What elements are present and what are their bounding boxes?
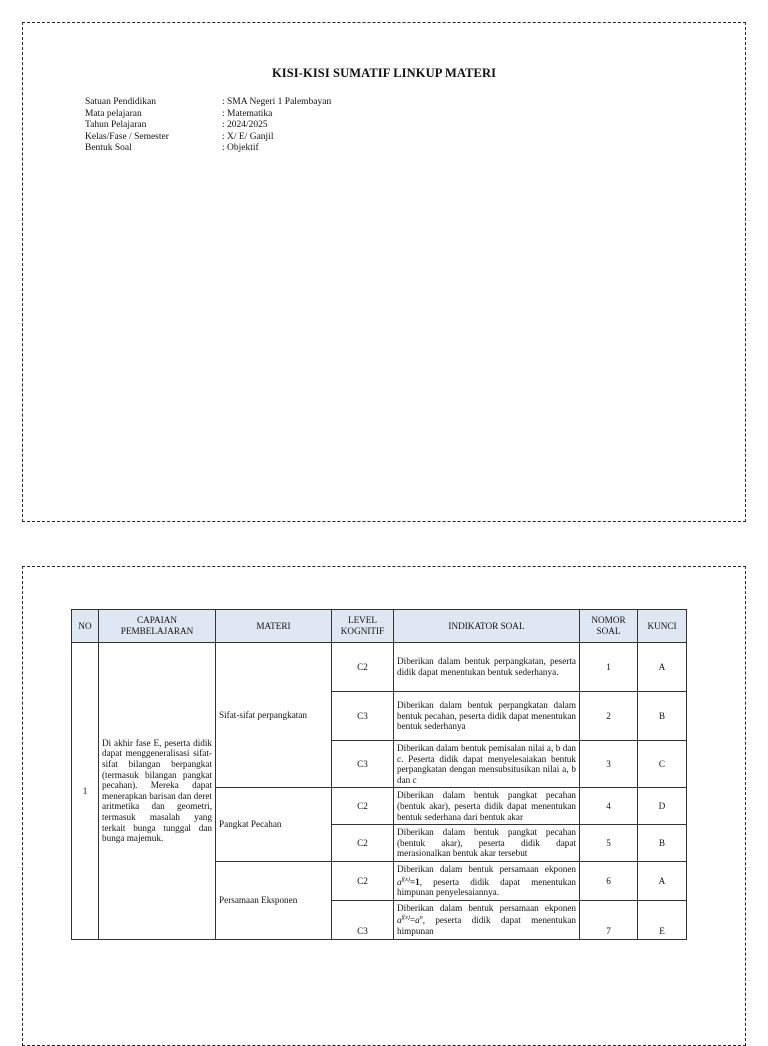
cell-materi: Pangkat Pecahan: [216, 788, 332, 862]
cell-kunci: E: [638, 900, 687, 939]
cell-indikator: [394, 861, 580, 900]
cell-nomor: 7: [580, 900, 638, 939]
info-value: : X/ E/ Ganjil: [222, 131, 274, 142]
indikator-text: , peserta didik dapat menentukan himpunan penyelesaiannya.: [397, 876, 576, 898]
cell-indikator: Diberikan dalam bentuk pangkat pecahan (bentuk akar), peserta didik dapat merasionalkan bentuk akar tersebut: [394, 825, 580, 862]
cell-materi: Persamaan Eksponen: [216, 861, 332, 939]
document-title: KISI-KISI SUMATIF LINKUP MATERI: [271, 66, 497, 80]
table-row: [72, 643, 687, 692]
cell-kunci: C: [638, 741, 687, 788]
math-equals: =: [409, 915, 416, 926]
cell-level: C3: [332, 741, 394, 788]
cell-indikator: Diberikan dalam bentuk perpangkatan dalam bentuk pecahan, peserta didik dapat menentukan bentuk sederhanya: [394, 692, 580, 741]
header-indikator: INDIKATOR SOAL: [394, 610, 580, 643]
info-label: Satuan Pendidikan: [85, 97, 156, 107]
cell-nomor: 3: [580, 741, 638, 788]
header-capaian: CAPAIAN PEMBELAJARAN: [99, 610, 216, 643]
document-info: [85, 97, 331, 155]
math-exponent: f(x): [401, 915, 410, 922]
info-value: : 2024/2025: [222, 120, 268, 131]
cell-kunci: A: [638, 861, 687, 900]
header-materi: MATERI: [216, 610, 332, 643]
cell-level: C2: [332, 788, 394, 825]
math-rhs: =1: [409, 876, 420, 887]
cell-indikator: Diberikan dalam bentuk pangkat pecahan (bentuk akar), peserta didik dapat menentukan bentuk sederhana dari bentuk akar: [394, 788, 580, 825]
cell-nomor: 6: [580, 861, 638, 900]
header-level: LEVEL KOGNITIF: [332, 610, 394, 643]
indikator-text: Diberikan dalam bentuk persamaan ekponen: [397, 863, 576, 874]
info-value: : Objektif: [222, 143, 259, 154]
info-value: : Matematika: [222, 108, 273, 119]
header-nomor: NOMOR SOAL: [580, 610, 638, 643]
cell-nomor: 4: [580, 788, 638, 825]
info-row: [85, 143, 331, 155]
table-header-row: [72, 610, 687, 643]
indikator-text: Diberikan dalam bentuk persamaan ekponen: [397, 902, 576, 913]
cell-indikator: Diberikan dalam bentuk pemisalan nilai a, b dan c. Peserta didik dapat menyelesaiakan bentuk perpangkatan dengan mensubsitusikan nilai a, b dan c: [394, 741, 580, 788]
header-kunci: KUNCI: [638, 610, 687, 643]
cell-level: C2: [332, 825, 394, 862]
cell-kunci: A: [638, 643, 687, 692]
info-row: [85, 109, 331, 121]
info-label: Mata pelajaran: [85, 108, 142, 119]
info-label: Bentuk Soal: [85, 143, 132, 154]
cell-kunci: B: [638, 825, 687, 862]
cell-nomor: 2: [580, 692, 638, 741]
math-exponent: n: [419, 915, 423, 922]
document-page-2: [22, 566, 746, 1046]
document-page-1: [22, 22, 746, 522]
cell-nomor: 5: [580, 825, 638, 862]
math-base: a: [415, 915, 420, 926]
cell-kunci: D: [638, 788, 687, 825]
header-no: NO: [72, 610, 99, 643]
cell-materi: Sifat-sifat perpangkatan: [216, 643, 332, 788]
indikator-text: , peserta didik dapat menentukan himpunan: [397, 915, 576, 937]
info-row: [85, 97, 331, 109]
math-exponent: f(x): [401, 876, 410, 883]
math-base: a: [397, 915, 402, 926]
cell-level: C2: [332, 643, 394, 692]
cell-kunci: B: [638, 692, 687, 741]
cell-indikator: [394, 900, 580, 939]
cell-indikator: Diberikan dalam bentuk perpangkatan, peserta didik dapat menentukan bentuk sederhanya.: [394, 643, 580, 692]
info-row: [85, 132, 331, 144]
cell-level: C3: [332, 692, 394, 741]
cell-no: 1: [72, 643, 99, 940]
cell-level: C3: [332, 900, 394, 939]
cell-nomor: 1: [580, 643, 638, 692]
info-label: Kelas/Fase / Semester: [85, 131, 169, 142]
kisi-kisi-table: [71, 609, 687, 940]
math-base: a: [397, 876, 402, 887]
info-label: Tahun Pelajaran: [85, 120, 147, 131]
cell-capaian: Di akhir fase E, peserta didik dapat menggeneralisasi sifat-sifat bilangan berpangkat (termasuk bilangan pangkat pecahan). Mereka dapat menerapkan barisan dan deret aritmetika dan geometri, termasuk masalah yang terkait bunga tunggal dan bunga majemuk.: [99, 643, 216, 940]
cell-level: C2: [332, 861, 394, 900]
info-row: [85, 120, 331, 132]
info-value: : SMA Negeri 1 Palembayan: [222, 97, 332, 107]
